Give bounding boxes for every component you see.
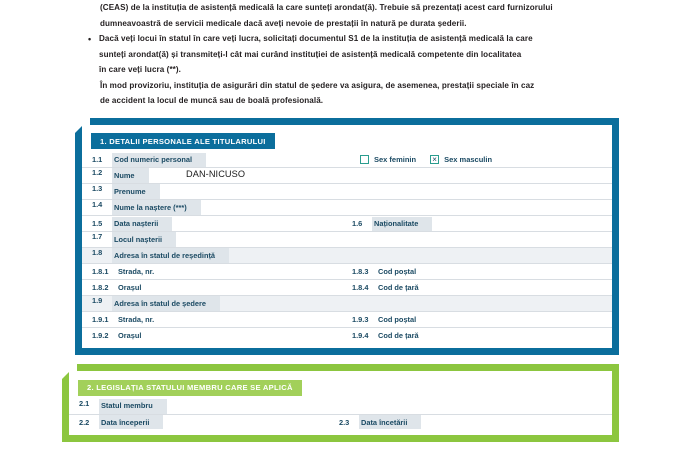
row-label-1-2: Nume: [112, 168, 149, 183]
row-number-1-8-4: 1.8.4: [352, 283, 369, 293]
row-number-1-6: 1.6: [352, 219, 363, 229]
field-1-8-3[interactable]: [342, 264, 612, 279]
row-number-1-9-3: 1.9.3: [352, 315, 369, 325]
row-number-1-8-3: 1.8.3: [352, 267, 369, 277]
row-number-1-4: 1.4: [92, 200, 103, 210]
checkbox-masculin-label: Sex masculin: [444, 155, 493, 165]
intro-bullet-line-2: sunteți arondat(ă) și transmiteți-l cât mai curând instituției de asistență medicală competente din localitatea: [99, 49, 522, 59]
row-label-2-1: Statul membru: [99, 399, 167, 414]
table-row-1-8-header: [82, 248, 612, 264]
row-label-1-8-3: Cod poștal: [378, 267, 417, 277]
row-number-2-2: 2.2: [79, 417, 90, 427]
row-label-1-8: Adresa în statul de reședință: [112, 248, 229, 263]
row-number-1-3: 1.3: [92, 184, 103, 194]
row-input-1-7[interactable]: [176, 232, 612, 247]
section-2-panel: [62, 364, 619, 442]
row-label-1-4: Nume la naștere (***): [112, 200, 201, 215]
table-row-1-9-header: [82, 296, 612, 312]
table-row-1-2: [82, 168, 612, 184]
row-label-2-3: Data încetării: [359, 415, 421, 429]
row-label-1-7: Locul nașterii: [112, 232, 176, 247]
spacer-above-section-1: [0, 109, 700, 118]
row-number-1-9-2: 1.9.2: [92, 331, 109, 341]
section-2-rows: [69, 399, 612, 430]
table-row-1-4: [82, 200, 612, 216]
field-1-8-1[interactable]: [82, 264, 342, 279]
row-number-2-3: 2.3: [339, 417, 350, 427]
field-1-5[interactable]: [82, 216, 342, 231]
table-row-1-1: [82, 152, 612, 168]
table-row-1-9-1: [82, 312, 612, 328]
row-label-1-9-4: Cod de țară: [378, 331, 419, 341]
bullet-dot-icon: •: [88, 34, 92, 45]
row-label-1-3: Prenume: [112, 184, 160, 199]
row-label-1-8-4: Cod de țară: [378, 283, 419, 293]
table-row-1-3: [82, 184, 612, 200]
checkbox-sex-feminin[interactable]: [360, 155, 416, 164]
checkbox-sex-masculin[interactable]: [430, 155, 492, 164]
section-2-title: 2. LEGISLAȚIA STATULUI MEMBRU CARE SE APLICĂ: [78, 380, 302, 396]
section-1-wrapper: [0, 118, 700, 356]
intro-bullet-line-3: în care veți lucra (**).: [99, 65, 182, 75]
row-number-1-8-1: 1.8.1: [92, 267, 109, 277]
row-number-1-1: 1.1: [92, 155, 103, 165]
row-number-1-5: 1.5: [92, 219, 103, 229]
row-filler-1-9: [220, 296, 612, 311]
row-number-1-7: 1.7: [92, 232, 103, 242]
intro-cont-line-2: dumneavoastră de servicii medicale dacă aveți nevoie de prestații în natură pe durata șederii.: [100, 18, 467, 28]
field-2-3[interactable]: [329, 415, 612, 430]
row-number-1-9-1: 1.9.1: [92, 315, 109, 325]
field-1-9-1[interactable]: [82, 312, 342, 327]
row-label-1-6: Naționalitate: [372, 217, 432, 231]
intro-bullet-text: [99, 31, 692, 78]
field-1-9-3[interactable]: [342, 312, 612, 327]
section-2-wrapper: [0, 364, 700, 442]
field-1-9-2[interactable]: [82, 328, 342, 343]
row-input-1-3[interactable]: [160, 184, 612, 199]
row-filler-1-8: [229, 248, 612, 263]
row-label-1-8-2: Orașul: [118, 283, 142, 293]
row-label-1-9-1: Strada, nr.: [118, 315, 155, 325]
field-2-2[interactable]: [69, 415, 329, 430]
table-row-2-1: [69, 399, 612, 415]
intro-cont-line-1: (CEAS) de la instituția de asistență medicală la care sunteți arondat(ă). Trebuie să prezentați acest card furnizorului: [100, 3, 553, 12]
folded-corner-fold-icon-green: [62, 364, 77, 379]
section-2-inner: [69, 371, 612, 435]
sex-selection-group: [342, 152, 612, 167]
checkbox-feminin-label: Sex feminin: [374, 155, 417, 165]
intro-tail-line-2: de accident la locul de muncă sau de boală profesională.: [100, 96, 324, 106]
table-row-1-7: [82, 232, 612, 248]
field-1-8-4[interactable]: [342, 280, 612, 295]
table-row-1-5: [82, 216, 612, 232]
row-label-1-5: Data nașterii: [112, 217, 172, 231]
folded-corner-fold-icon: [75, 118, 90, 133]
intro-bullet-line-1: Dacă veți locui în statul în care veți lucra, solicitați documentul S1 de la instituția de asistență medicală la care: [99, 34, 533, 44]
row-number-1-9: 1.9: [92, 296, 103, 306]
checkbox-feminin-icon[interactable]: [360, 155, 369, 164]
table-row-2-2: [69, 415, 612, 430]
row-input-1-4[interactable]: [201, 200, 612, 215]
row-label-1-8-1: Strada, nr.: [118, 267, 155, 277]
row-label-1-9-2: Orașul: [118, 331, 142, 341]
row-number-1-8: 1.8: [92, 248, 103, 258]
row-label-1-9: Adresa în statul de ședere: [112, 296, 220, 311]
section-1-rows: [82, 152, 612, 343]
field-1-8-2[interactable]: [82, 280, 342, 295]
row-number-1-8-2: 1.8.2: [92, 283, 109, 293]
row-number-2-1: 2.1: [79, 398, 90, 408]
field-1-6[interactable]: [342, 216, 612, 231]
row-input-2-1[interactable]: [167, 399, 612, 414]
table-row-1-8-2: [82, 280, 612, 296]
section-1-title: 1. DETALII PERSONALE ALE TITULARULUI: [91, 133, 275, 149]
field-value-nume[interactable]: DAN-NICUSO: [186, 169, 246, 180]
row-label-1-1: Cod numeric personal: [112, 153, 206, 167]
intro-tail-line-1: În mod provizoriu, instituția de asigurări din statul de ședere va asigura, de asemenea, prestații speciale în caz: [100, 80, 535, 90]
row-number-1-2: 1.2: [92, 168, 103, 178]
spacer-between-sections: [0, 355, 700, 364]
intro-text-block: [0, 0, 700, 109]
section-1-inner: [82, 125, 612, 349]
row-label-1-9-3: Cod poștal: [378, 315, 417, 325]
table-row-1-8-1: [82, 264, 612, 280]
row-number-1-9-4: 1.9.4: [352, 331, 369, 341]
intro-bullet-item: [88, 31, 692, 78]
section-1-panel: [75, 118, 619, 356]
row-label-2-2: Data începerii: [99, 415, 163, 429]
field-1-9-4[interactable]: [342, 328, 612, 343]
checkbox-masculin-icon[interactable]: [430, 155, 439, 164]
field-1-1[interactable]: [82, 152, 342, 167]
table-row-1-9-2: [82, 328, 612, 343]
